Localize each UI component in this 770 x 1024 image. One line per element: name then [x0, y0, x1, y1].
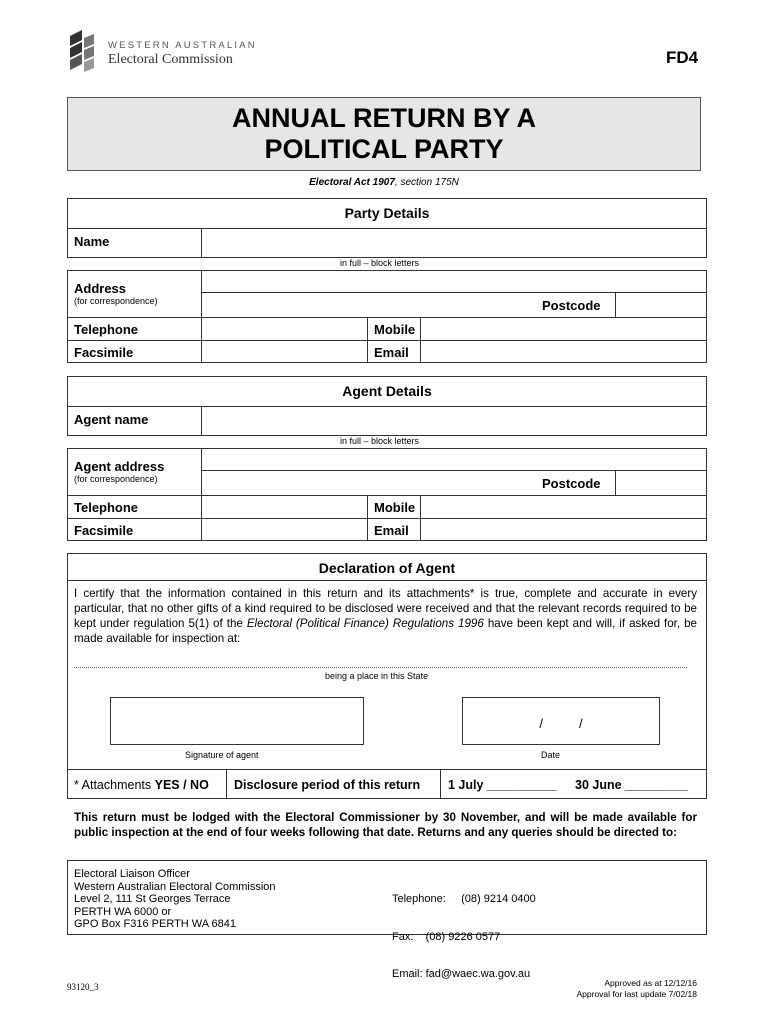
agent-email-field[interactable] [421, 519, 706, 540]
agent-name-field[interactable] [202, 407, 706, 435]
party-name-field[interactable] [202, 229, 706, 257]
act-reference [67, 177, 701, 188]
last-update: Approval for last update 7/02/18 [576, 989, 697, 999]
agent-address-hint: (for correspondence) [74, 474, 158, 484]
agent-postcode-field[interactable] [616, 471, 706, 495]
inspection-place-hint: being a place in this State [325, 671, 429, 681]
party-telephone-field[interactable] [202, 318, 366, 339]
agent-address-field-2[interactable] [202, 471, 532, 495]
party-email-field[interactable] [421, 341, 706, 362]
period-start-field[interactable]: 1 July __________ [448, 778, 557, 792]
divider [367, 317, 368, 363]
agent-telephone-label: Telephone [74, 500, 139, 515]
signature-label: Signature of agent [185, 750, 259, 760]
period-end-field[interactable]: 30 June _________ [575, 778, 688, 792]
page-title [67, 103, 701, 165]
declaration-heading: Declaration of Agent [318, 560, 456, 576]
party-address-field-2[interactable] [202, 293, 532, 317]
party-address-label: Address [74, 281, 127, 296]
org-name-line1: WESTERN AUSTRALIAN [108, 40, 257, 51]
form-code: FD4 [666, 48, 699, 67]
party-name-label: Name [74, 234, 110, 249]
attachments-prefix: * Attachments [74, 778, 155, 792]
attachments-yes-no[interactable]: YES / NO [154, 778, 209, 792]
approved-date: Approved as at 12/12/16 [604, 978, 697, 988]
party-name-hint: in full – block letters [340, 258, 420, 268]
date-label: Date [541, 750, 561, 760]
party-facsimile-label: Facsimile [74, 345, 134, 360]
party-address-hint: (for correspondence) [74, 296, 158, 306]
party-mobile-field[interactable] [421, 318, 706, 339]
party-address-field-1[interactable] [202, 271, 706, 291]
waec-logo-icon [68, 30, 96, 74]
party-mobile-label: Mobile [374, 322, 416, 337]
party-telephone-label: Telephone [74, 322, 139, 337]
org-name-line2: Electoral Commission [108, 52, 233, 67]
party-postcode-label: Postcode [542, 298, 601, 313]
party-postcode-field[interactable] [616, 293, 706, 317]
contact-line: Western Australian Electoral Commission [74, 880, 276, 893]
contact-line: GPO Box F316 PERTH WA 6841 [74, 918, 237, 930]
divider [367, 495, 368, 541]
party-email-label: Email [374, 345, 409, 360]
agent-details-heading: Agent Details [342, 383, 432, 399]
inspection-place-line [74, 667, 687, 668]
party-details-heading: Party Details [344, 205, 430, 221]
agent-address-label: Agent address [74, 459, 165, 474]
agent-postcode-label: Postcode [542, 476, 601, 491]
agent-mobile-label: Mobile [374, 500, 416, 515]
act-name: Electoral Act 1907 [309, 177, 395, 188]
agent-facsimile-field[interactable] [202, 519, 366, 540]
agent-signature-field[interactable] [110, 697, 364, 745]
title-line1: ANNUAL RETURN BY A [231, 103, 536, 133]
approval-info [480, 978, 697, 1000]
contact-email[interactable]: Email: fad@waec.wa.gov.au [392, 968, 531, 980]
regulations-name: Electoral (Political Finance) Regulations 1996 [246, 617, 484, 630]
divider [440, 769, 441, 799]
attachments-question [74, 778, 209, 792]
agent-name-hint: in full – block letters [340, 436, 420, 446]
agent-email-label: Email [374, 523, 409, 538]
party-facsimile-field[interactable] [202, 341, 366, 362]
declaration-text [74, 586, 697, 646]
contact-line: PERTH WA 6000 or [74, 905, 172, 918]
inspection-place-field[interactable] [74, 652, 687, 666]
form-number: 93120_3 [67, 982, 99, 992]
contact-details [392, 868, 536, 993]
contact-line: Level 2, 111 St Georges Terrace [74, 893, 231, 905]
divider [226, 769, 227, 799]
agent-name-label: Agent name [74, 412, 149, 427]
contact-telephone: Telephone: (08) 9214 0400 [392, 893, 536, 905]
contact-fax: Fax: (08) 9226 0577 [392, 930, 501, 943]
title-line2: POLITICAL PARTY [264, 134, 504, 164]
declaration-text-part2: have been kept and will, if asked for, be made available for inspection at: [74, 617, 697, 645]
agent-facsimile-label: Facsimile [74, 523, 134, 538]
agent-address-field-1[interactable] [202, 449, 706, 469]
date-separators: / / [539, 716, 583, 731]
contact-line: Electoral Liaison Officer [74, 868, 190, 880]
contact-address [74, 868, 276, 931]
act-section: , section 175N [394, 177, 459, 188]
declaration-text-part1: I certify that the information contained in this return and its attachments* is true, complete and accurate in every particular, that no other gifts of a kind required to be disclosed were received and that the relevant records required to be kept under regulation 5(1) of the [74, 587, 697, 630]
disclosure-period-label: Disclosure period of this return [234, 778, 421, 792]
lodgement-note: This return must be lodged with the Electoral Commissioner by 30 November, and will be made available for public inspection at the end of four weeks following that date. Returns and any queries should be directed to: [74, 811, 697, 839]
agent-telephone-field[interactable] [202, 496, 366, 517]
agent-mobile-field[interactable] [421, 496, 706, 517]
